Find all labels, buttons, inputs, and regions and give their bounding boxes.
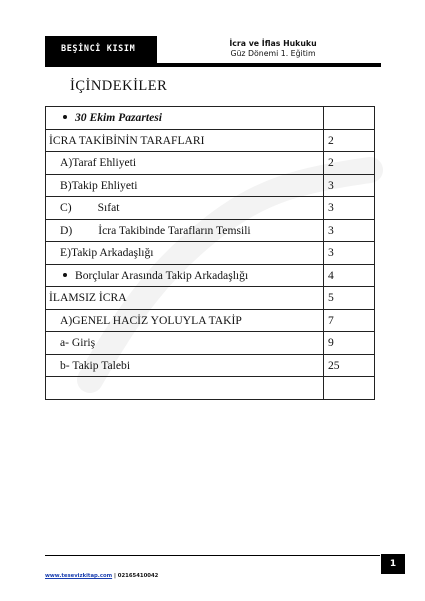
toc-row-label: A)Taraf Ehliyeti <box>46 152 324 175</box>
footer-contact <box>45 573 158 579</box>
toc-row <box>46 197 375 220</box>
toc-row-label: 30 Ekim Pazartesi <box>75 111 162 125</box>
part-label: BEŞİNCİ KISIM <box>61 44 136 54</box>
toc-row <box>46 309 375 332</box>
toc-row-label: a- Giriş <box>46 332 324 355</box>
toc-row-label: A)GENEL HACİZ YOLUYLA TAKİP <box>46 309 324 332</box>
toc-title: İÇİNDEKİLER <box>70 78 168 94</box>
bullet-icon <box>63 273 67 277</box>
toc-row-page: 7 <box>323 309 374 332</box>
toc-row-page: 4 <box>323 264 374 287</box>
footer-separator: | <box>113 573 116 579</box>
toc-row-prefix: C) <box>60 201 72 215</box>
course-title: İcra ve İflas Hukuku <box>229 39 317 48</box>
toc-row <box>46 242 375 265</box>
toc-row-label: E)Takip Arkadaşlığı <box>46 242 324 265</box>
toc-row-page: 3 <box>323 174 374 197</box>
toc-row-page: 2 <box>323 152 374 175</box>
toc-row-page: 5 <box>323 287 374 310</box>
header-rule <box>45 63 381 67</box>
toc-row-label: b- Takip Talebi <box>46 354 324 377</box>
toc-row-page: 9 <box>323 332 374 355</box>
toc-row-label: Borçlular Arasında Takip Arkadaşlığı <box>75 268 249 282</box>
toc-row <box>46 354 375 377</box>
website-link[interactable]: www.tesevizkitap.com <box>45 573 113 579</box>
toc-row-page: 25 <box>323 354 374 377</box>
toc-row-label: İCRA TAKİBİNİN TARAFLARI <box>46 129 324 152</box>
footer-rule <box>45 555 380 556</box>
bullet-icon <box>63 115 67 119</box>
toc-row-page: 3 <box>323 242 374 265</box>
toc-row <box>46 332 375 355</box>
page-number: 1 <box>381 554 405 574</box>
toc-row <box>46 107 375 130</box>
toc-row <box>46 152 375 175</box>
toc-row-page: 2 <box>323 129 374 152</box>
toc-row-blank <box>46 377 375 400</box>
toc-row-page <box>323 107 374 130</box>
course-term: Güz Dönemi 1. Eğitim <box>230 49 316 58</box>
toc-row-page: 3 <box>323 197 374 220</box>
toc-row <box>46 287 375 310</box>
toc-row-page: 3 <box>323 219 374 242</box>
part-label-box <box>45 36 157 63</box>
toc-row-label: İcra Takibinde Tarafların Temsili <box>98 223 251 237</box>
toc-row-label: Sıfat <box>97 201 120 215</box>
toc-row <box>46 129 375 152</box>
course-info <box>218 39 328 59</box>
toc-row <box>46 174 375 197</box>
toc-row-prefix: D) <box>60 223 73 237</box>
toc-row-label: İLAMSIZ İCRA <box>46 287 324 310</box>
toc-row <box>46 264 375 287</box>
toc-row-label: B)Takip Ehliyeti <box>46 174 324 197</box>
toc-row <box>46 219 375 242</box>
toc-table <box>45 106 375 400</box>
phone-number: 02165410042 <box>117 573 159 579</box>
